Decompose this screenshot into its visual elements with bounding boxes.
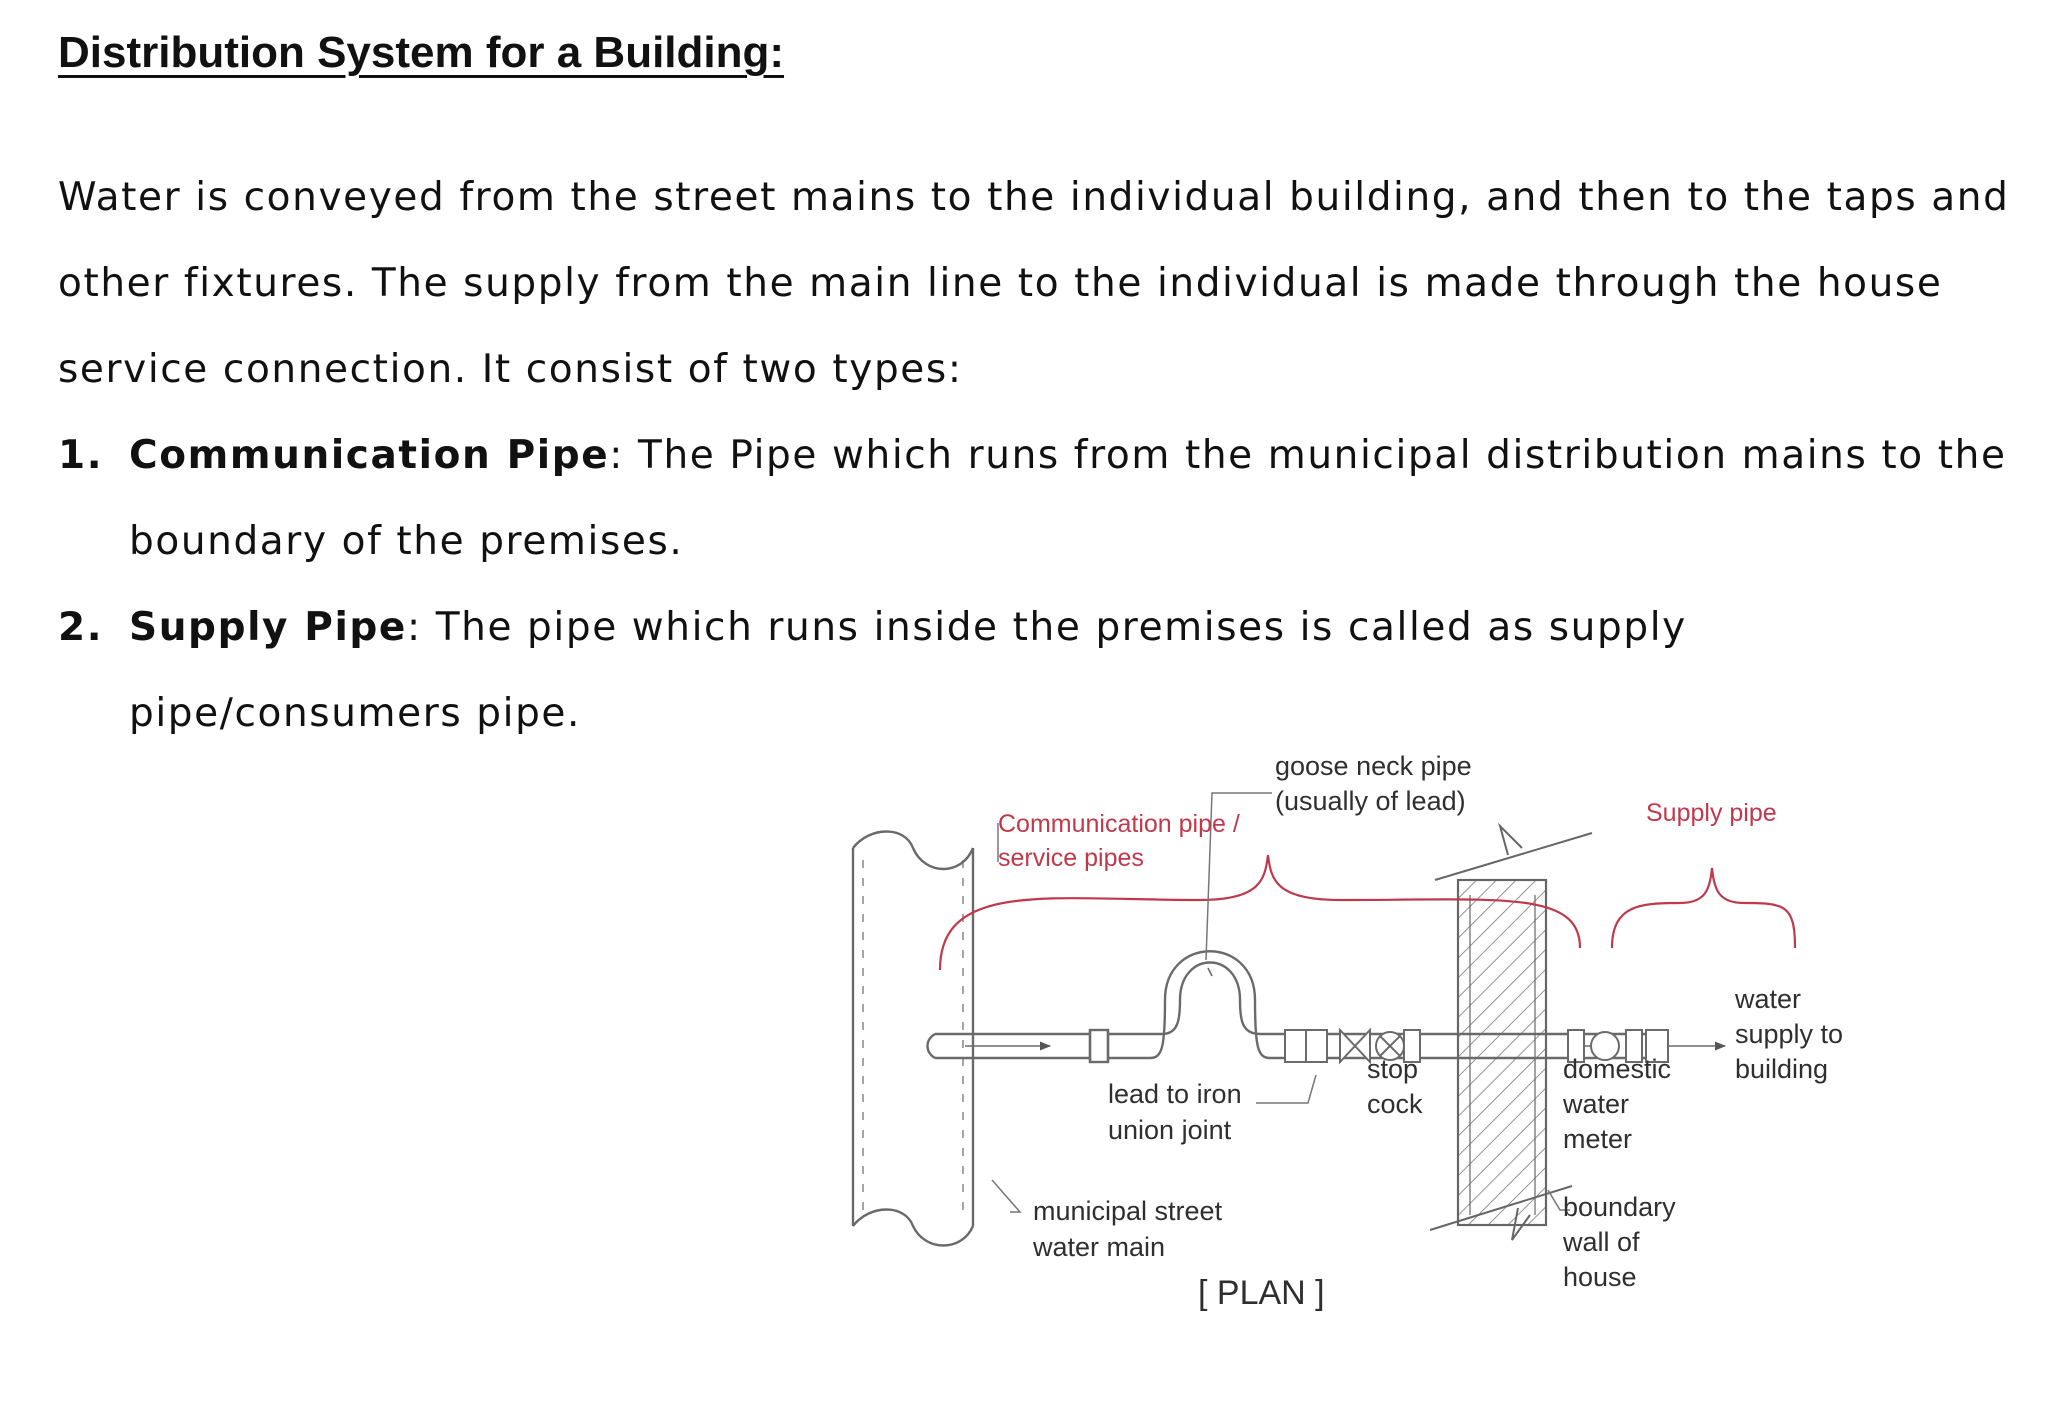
water-supply-label: supply to <box>1735 1019 1844 1049</box>
stop-cock-label: stop <box>1367 1054 1419 1084</box>
list-number: 1. <box>58 433 104 478</box>
union-joint-label: union joint <box>1108 1115 1232 1145</box>
stop-cock-label: cock <box>1367 1089 1423 1119</box>
street-main-label: municipal street <box>1033 1196 1223 1226</box>
list-number: 2. <box>58 605 104 650</box>
water-meter-label: water <box>1563 1089 1630 1119</box>
communication-pipe-label: service pipes <box>998 844 1144 872</box>
supply-pipe-label: Supply pipe <box>1646 799 1777 827</box>
list-term: Supply Pipe <box>129 605 407 650</box>
annotation-braces <box>940 855 1795 970</box>
boundary-wall-label: house <box>1563 1262 1637 1292</box>
page-title: Distribution System for a Building: <box>58 28 785 77</box>
list-term: Communication Pipe <box>129 433 610 478</box>
street-main-pipe <box>853 832 973 1246</box>
water-supply-label: building <box>1735 1054 1829 1084</box>
water-meter-label: meter <box>1563 1124 1633 1154</box>
street-main-label: water main <box>1033 1232 1166 1262</box>
list-definition: : The Pipe which runs from the municipal distribution mains to the boundary of the premises. <box>129 433 2007 564</box>
water-supply-label: water <box>1735 984 1802 1014</box>
list-definition: : The pipe which runs inside the premises is called as supply pipe/consumers pipe. <box>129 605 1687 736</box>
boundary-wall-label: boundary <box>1563 1192 1676 1222</box>
intro-paragraph: Water is conveyed from the street mains to the individual building, and then to the taps and other fixtures. The supply from the main line to the individual is made through the house service connection. It consist of two types: <box>58 175 2010 392</box>
plan-label: [ PLAN ] <box>1198 1274 1325 1312</box>
boundary-wall-label: wall of <box>1563 1227 1640 1257</box>
goose-neck-label: (usually of lead) <box>1275 786 1466 816</box>
water-meter-label: domestic <box>1563 1054 1672 1084</box>
union-joint-label: lead to iron <box>1108 1079 1242 1109</box>
communication-pipe-label: Communication pipe / <box>998 810 1240 838</box>
goose-neck-label: goose neck pipe <box>1275 751 1472 781</box>
